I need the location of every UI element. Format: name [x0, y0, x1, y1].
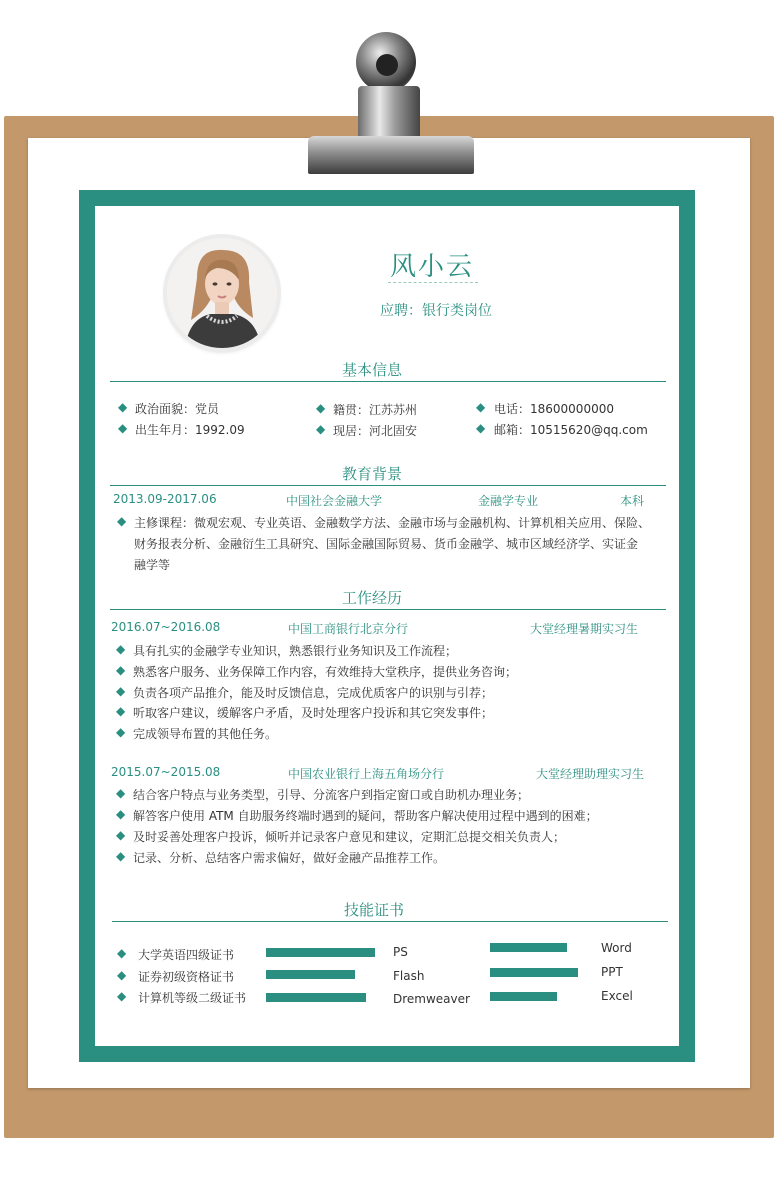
binder-clip-icon: [300, 24, 480, 176]
job-role: 大堂经理暑期实习生: [530, 622, 639, 636]
diamond-bullet-icon: ◆: [116, 849, 126, 863]
edu-courses-line: 主修课程：微观宏观、专业英语、金融数学方法、金融市场与金融机构、计算机相关应用、保险、: [134, 516, 651, 530]
job-period: 2015.07~2015.08: [111, 765, 221, 779]
skill-name-flash: Flash: [393, 969, 425, 983]
section-divider: [112, 921, 668, 922]
diamond-bullet-icon: ◆: [116, 704, 126, 718]
info-native-place: 籍贯：江苏苏州: [333, 403, 418, 417]
diamond-bullet-icon: ◆: [116, 807, 126, 821]
job-period: 2016.07~2016.08: [111, 620, 221, 634]
job-duty: 记录、分析、总结客户需求偏好，做好金融产品推荐工作。: [133, 851, 446, 865]
skill-bar-ps: [266, 948, 375, 957]
job-duty: 解答客户使用 ATM 自助服务终端时遇到的疑问，帮助客户解决使用过程中遇到的困难；: [133, 809, 598, 823]
job-duty: 结合客户特点与业务类型，引导、分流客户到指定窗口或自助机办理业务；: [133, 788, 530, 802]
edu-period: 2013.09-2017.06: [113, 492, 217, 506]
section-title-skills: 技能证书: [343, 901, 404, 919]
info-email: 邮箱：10515620@qq.com: [494, 423, 648, 437]
name-divider: [388, 282, 478, 283]
avatar: [167, 238, 277, 348]
edu-school: 中国社会金融大学: [286, 494, 383, 508]
diamond-bullet-icon: ◆: [476, 421, 486, 435]
diamond-bullet-icon: ◆: [117, 514, 127, 528]
section-divider: [110, 609, 666, 610]
cert-item: 大学英语四级证书: [138, 948, 235, 962]
diamond-bullet-icon: ◆: [476, 400, 486, 414]
skill-name-dremweaver: Dremweaver: [393, 992, 470, 1006]
job-target: 应聘：银行类岗位: [380, 303, 492, 319]
info-birth: 出生年月：1992.09: [135, 423, 245, 437]
job-duty: 完成领导布置的其他任务。: [133, 727, 278, 741]
diamond-bullet-icon: ◆: [116, 684, 126, 698]
skill-bar-dremweaver: [266, 993, 366, 1002]
edu-major: 金融学专业: [478, 494, 539, 508]
section-divider: [110, 485, 666, 486]
diamond-bullet-icon: ◆: [316, 401, 326, 415]
diamond-bullet-icon: ◆: [116, 642, 126, 656]
info-phone: 电话：18600000000: [494, 402, 614, 416]
diamond-bullet-icon: ◆: [117, 968, 127, 982]
diamond-bullet-icon: ◆: [117, 989, 127, 1003]
diamond-bullet-icon: ◆: [116, 663, 126, 677]
section-title-basic: 基本信息: [341, 361, 402, 379]
job-duty: 具有扎实的金融学专业知识，熟悉银行业务知识及工作流程；: [133, 644, 458, 658]
skill-bar-excel: [490, 992, 557, 1001]
diamond-bullet-icon: ◆: [116, 725, 126, 739]
job-duty: 熟悉客户服务、业务保障工作内容，有效维持大堂秩序，提供业务咨询；: [133, 665, 518, 679]
edu-courses-line: 融学等: [134, 558, 171, 572]
diamond-bullet-icon: ◆: [117, 946, 127, 960]
skill-name-excel: Excel: [601, 989, 633, 1003]
job-duty: 负责各项产品推介，能及时反馈信息，完成优质客户的识别与引荐；: [133, 686, 494, 700]
cert-item: 计算机等级二级证书: [138, 991, 247, 1005]
skill-bar-ppt: [490, 968, 578, 977]
job-company: 中国工商银行北京分行: [288, 622, 409, 636]
info-residence: 现居：河北固安: [333, 424, 418, 438]
skill-bar-flash: [266, 970, 355, 979]
skill-name-word: Word: [601, 941, 632, 955]
skill-bar-word: [490, 943, 567, 952]
job-duty: 及时妥善处理客户投诉，倾听并记录客户意见和建议，定期汇总提交相关负责人；: [133, 830, 566, 844]
job-company: 中国农业银行上海五角场分行: [288, 767, 445, 781]
edu-degree: 本科: [620, 494, 645, 508]
section-divider: [110, 381, 666, 382]
section-title-education: 教育背景: [341, 465, 402, 483]
diamond-bullet-icon: ◆: [116, 828, 126, 842]
diamond-bullet-icon: ◆: [118, 421, 128, 435]
edu-courses-line: 财务报表分析、金融衍生工具研究、国际金融国际贸易、货币金融学、城市区域经济学、实证金: [134, 537, 639, 551]
diamond-bullet-icon: ◆: [116, 786, 126, 800]
skill-name-ppt: PPT: [601, 965, 623, 979]
skill-name-ps: PS: [393, 945, 408, 959]
diamond-bullet-icon: ◆: [118, 400, 128, 414]
job-duty: 听取客户建议，缓解客户矛盾，及时处理客户投诉和其它突发事件；: [133, 706, 494, 720]
info-political: 政治面貌：党员: [135, 402, 220, 416]
diamond-bullet-icon: ◆: [316, 422, 326, 436]
cert-item: 证券初级资格证书: [138, 970, 235, 984]
section-title-work: 工作经历: [341, 589, 402, 607]
candidate-name: 风小云: [389, 252, 474, 282]
job-role: 大堂经理助理实习生: [536, 767, 645, 781]
